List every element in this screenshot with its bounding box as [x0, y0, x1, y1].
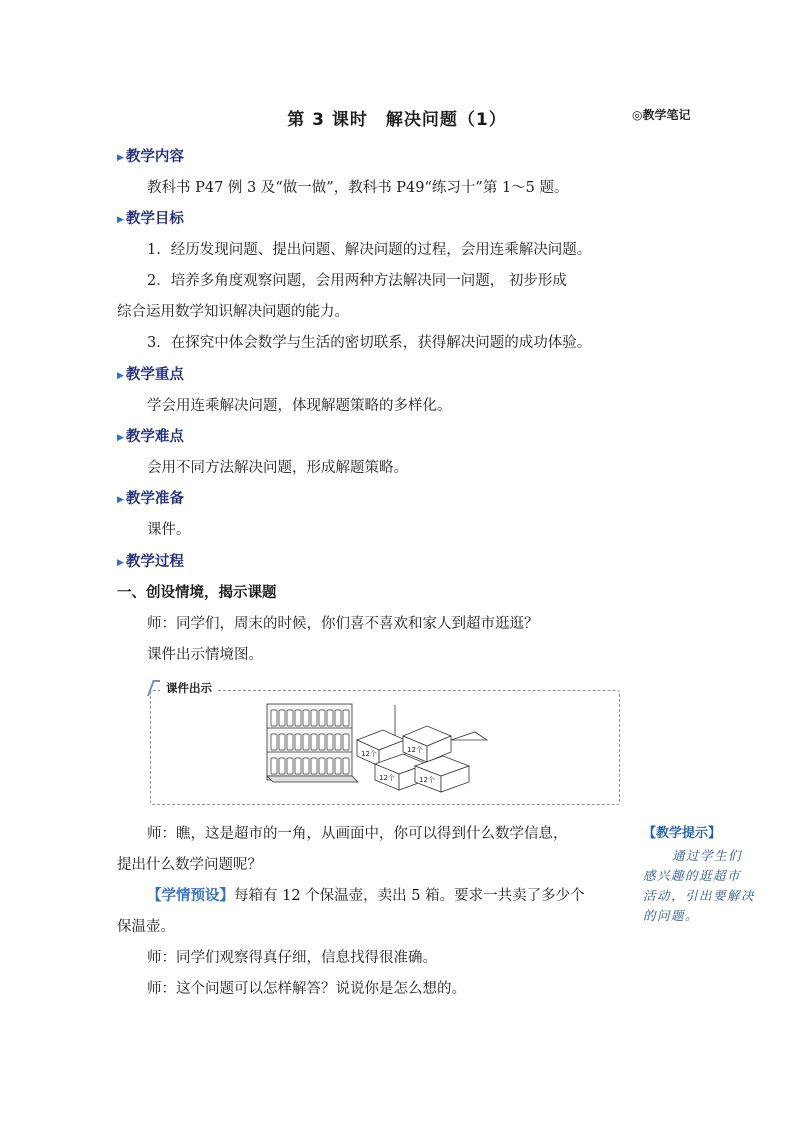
section-heading-key: ▶ 教学重点 — [117, 367, 184, 383]
teacher-line-1: 师：同学们，周末的时候，你们喜不喜欢和家人到超市逛逛？ — [147, 616, 539, 632]
teaching-tip-line-3: 活动，引出要解决 — [643, 888, 756, 903]
teacher-line-2: 师：瞧，这是超市的一角，从画面中，你可以得到什么数学信息， — [147, 826, 568, 842]
supermarket-scene-image — [265, 700, 495, 795]
goal-item-1: 1．经历发现问题、提出问题、解决问题的过程，会用连乘解决问题。 — [147, 242, 592, 258]
key-text: 学会用连乘解决问题，体现解题策略的多样化。 — [147, 398, 452, 414]
teaching-tip-line-4: 的问题。 — [643, 908, 700, 923]
teaching-tip-title: 【教学提示】 — [643, 826, 722, 841]
triangle-bullet-icon: ▶ — [117, 215, 124, 225]
teacher-line-2-cont: 提出什么数学问题呢？ — [117, 857, 262, 873]
box-label-4: 12个 — [419, 776, 435, 784]
triangle-bullet-icon: ▶ — [117, 371, 124, 381]
teacher-line-3: 师：同学们观察得真仔细，信息找得很准确。 — [147, 950, 437, 966]
section-heading-process: ▶ 教学过程 — [117, 554, 184, 570]
box-label-1: 12个 — [361, 750, 377, 758]
section-heading-content: ▶ 教学内容 — [117, 149, 184, 165]
teaching-tip-line-1: 通过学生们 — [672, 848, 743, 863]
goal-item-2-cont: 综合运用数学知识解决问题的能力。 — [117, 304, 349, 320]
student-preset-cont: 保温壶。 — [117, 919, 175, 935]
page-title: 第 3 课时 解决问题（1） — [287, 110, 507, 130]
courseware-label: 课件出示 — [160, 680, 218, 696]
triangle-bullet-icon: ▶ — [117, 433, 124, 443]
preset-label: 【学情预设】 — [147, 887, 234, 904]
goal-item-3: 3．在探究中体会数学与生活的密切联系，获得解决问题的成功体验。 — [147, 335, 592, 351]
difficulty-text: 会用不同方法解决问题，形成解题策略。 — [147, 460, 408, 476]
teaching-tip-line-2: 感兴趣的逛超市 — [643, 868, 742, 883]
triangle-bullet-icon: ▶ — [117, 558, 124, 568]
part1-heading: 一、创设情境，揭示课题 — [117, 585, 277, 601]
box-label-3: 12个 — [379, 774, 395, 782]
prep-text: 课件。 — [147, 522, 191, 538]
courseware-note: 课件出示情境图。 — [147, 647, 263, 663]
student-preset: 【学情预设】每箱有 12 个保温壶，卖出 5 箱。要求一共卖了多少个 — [147, 887, 585, 904]
goal-item-2: 2．培养多角度观察问题，会用两种方法解决同一问题， 初步形成 — [147, 273, 567, 289]
section-heading-difficulty: ▶ 教学难点 — [117, 429, 184, 445]
section-heading-goals: ▶ 教学目标 — [117, 211, 184, 227]
teacher-line-4: 师：这个问题可以怎样解答？说说你是怎么想的。 — [147, 981, 466, 997]
content-text: 教科书 P47 例 3 及“做一做”，教科书 P49“练习十”第 1～5 题。 — [147, 180, 569, 196]
box-label-2: 12个 — [407, 746, 423, 754]
section-heading-prep: ▶ 教学准备 — [117, 491, 184, 507]
teaching-notes-tag: ◎教学笔记 — [632, 108, 691, 122]
triangle-bullet-icon: ▶ — [117, 153, 124, 163]
triangle-bullet-icon: ▶ — [117, 495, 124, 505]
